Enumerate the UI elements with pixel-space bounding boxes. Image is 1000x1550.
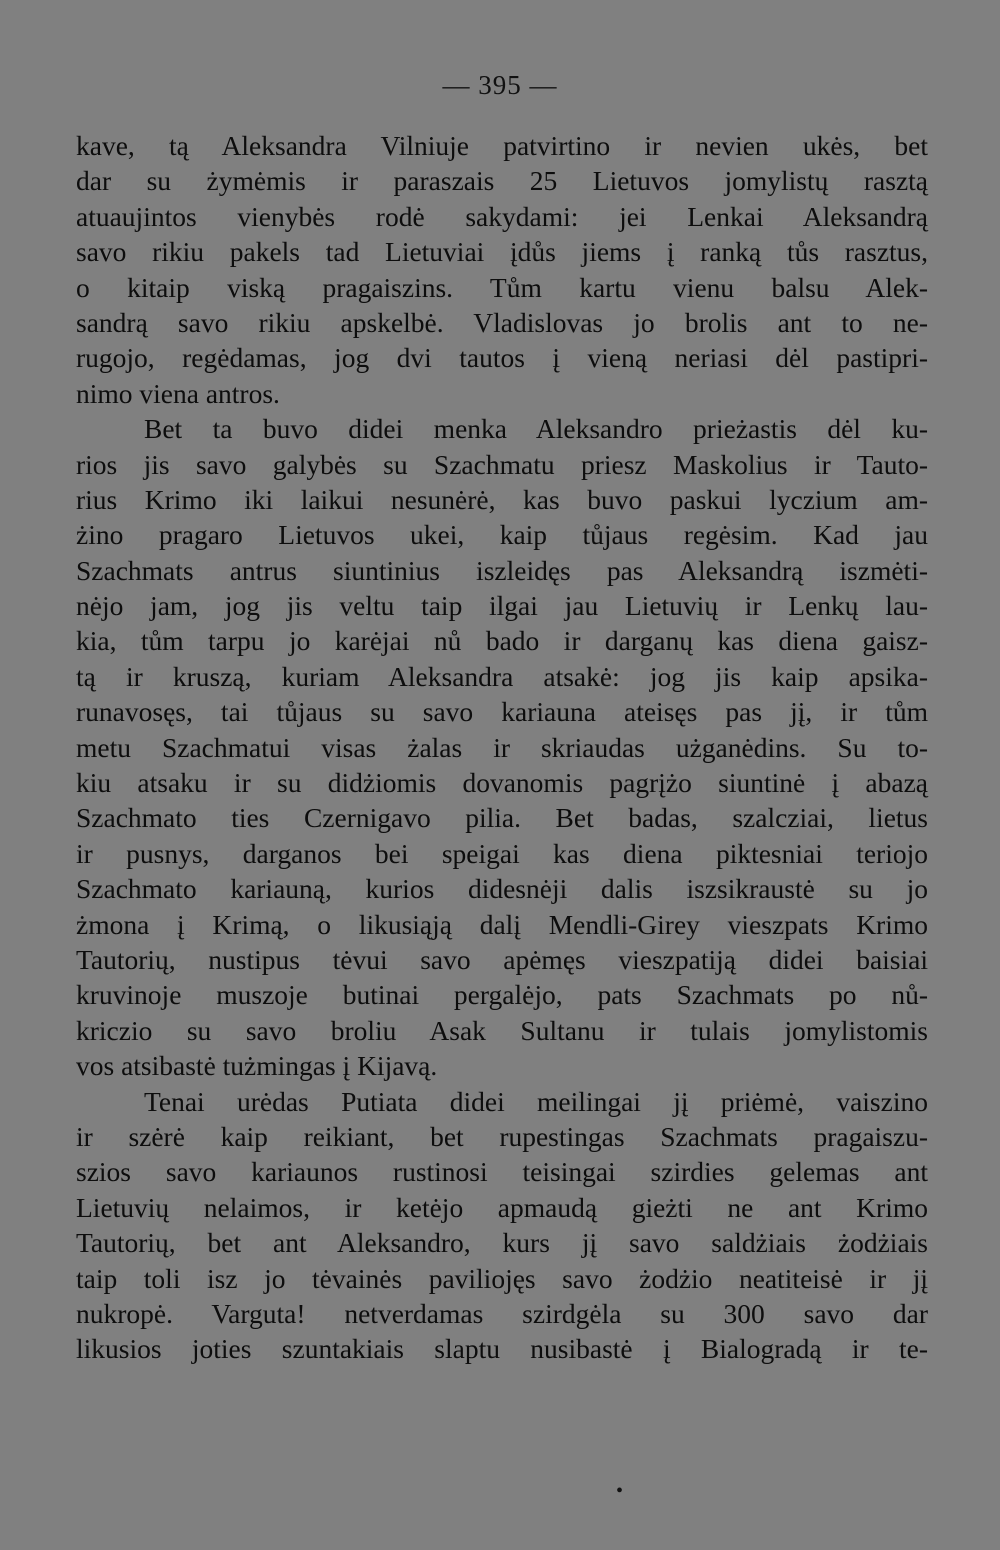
body-text xyxy=(76,128,928,1367)
text-line: Szachmato ties Czernigavo pilia. Bet badas, szalcziai, lietus xyxy=(76,802,928,834)
text-line: Tautorių, bet ant Aleksandro, kurs jį savo saldżiais żodżiais xyxy=(76,1227,928,1259)
text-line: kave, tą Aleksandra Vilniuje patvirtino ir nevien ukės, bet xyxy=(76,130,928,161)
text-line: nėjo jam, jog jis veltu taip ilgai jau Lietuvių ir Lenkų lau- xyxy=(76,590,928,622)
text-line: likusios joties szuntakiais slaptu nusibastė į Bialogradą ir te- xyxy=(76,1333,928,1365)
text-line: tą ir kruszą, kuriam Aleksandra atsakė: jog jis kaip apsika- xyxy=(76,660,928,692)
text-line: żino pragaro Lietuvos ukei, kaip tůjaus regėsim. Kad jau xyxy=(76,519,928,551)
text-line: Szachmats antrus siuntinius iszleidęs pas Aleksandrą iszmėti- xyxy=(76,554,928,586)
text-line: rugojo, regėdamas, jog dvi tautos į vieną neriasi dėl pastipri- xyxy=(76,342,928,374)
text-line: Tenai urėdas Putiata didei meilingai jį priėmė, vaiszino xyxy=(144,1085,928,1117)
text-line: vos atsibastė tużmingas į Kijavą. xyxy=(76,1050,438,1082)
text-line: ir szėrė kaip reikiant, bet rupestingas Szachmats pragaiszu- xyxy=(76,1120,928,1152)
text-line: ir pusnys, darganos bei speigai kas diena piktesniai teriojo xyxy=(76,837,928,869)
text-line: Tautorių, nustipus tėvui savo apėmęs vieszpatiją didei baisiai xyxy=(76,943,928,975)
ink-mark: • xyxy=(616,1480,624,1502)
text-line: Lietuvių nelaimos, ir ketėjo apmaudą gieżti ne ant Krimo xyxy=(76,1191,928,1223)
text-line: sandrą savo rikiu apskelbė. Vladislovas jo brolis ant to ne- xyxy=(76,306,928,338)
text-line: kruvinoje muszoje butinai pergalėjo, pats Szachmats po nů- xyxy=(76,979,928,1011)
text-line: nimo viena antros. xyxy=(76,377,280,409)
text-line: o kitaip viską pragaiszins. Tům kartu vienu balsu Alek- xyxy=(76,271,928,303)
text-line: rius Krimo iki laikui nesunėrė, kas buvo paskui lyczium am- xyxy=(76,483,928,515)
text-line: kia, tům tarpu jo karėjai nů bado ir darganų kas diena gaisz- xyxy=(76,625,928,657)
text-line: runavosęs, tai tůjaus su savo kariauna ateisęs pas jį, ir tům xyxy=(76,696,928,728)
text-line: nukropė. Varguta! netverdamas szirdgėla su 300 savo dar xyxy=(76,1297,928,1329)
text-line: kriczio su savo broliu Asak Sultanu ir tulais jomylistomis xyxy=(76,1014,928,1046)
text-line: atuaujintos vienybės rodė sakydami: jei Lenkai Aleksandrą xyxy=(76,200,928,232)
text-line: żmona į Krimą, o likusiąją dalį Mendli-Girey vieszpats Krimo xyxy=(76,908,928,940)
text-line: Szachmato kariauną, kurios didesnėji dalis iszsikraustė su jo xyxy=(76,873,928,905)
text-line: savo rikiu pakels tad Lietuviai įdůs jiems į ranką tůs rasztus, xyxy=(76,236,928,268)
text-line: szios savo kariaunos rustinosi teisingai szirdies gelemas ant xyxy=(76,1156,928,1188)
text-line: Bet ta buvo didei menka Aleksandro prieżastis dėl ku- xyxy=(144,413,928,445)
text-line: rios jis savo galybės su Szachmatu priesz Maskolius ir Tauto- xyxy=(76,448,928,480)
text-line: kiu atsaku ir su didżiomis dovanomis pagrįżo siuntinė į abazą xyxy=(76,767,928,799)
text-line: taip toli isz jo tėvainės paviliojęs savo żodżio neatiteisė ir jį xyxy=(76,1262,928,1294)
text-line: dar su żymėmis ir paraszais 25 Lietuvos jomylistų rasztą xyxy=(76,165,928,197)
page-number: — 395 — xyxy=(442,70,558,100)
text-line: metu Szachmatui visas żalas ir skriaudas użganėdins. Su to- xyxy=(76,731,928,763)
